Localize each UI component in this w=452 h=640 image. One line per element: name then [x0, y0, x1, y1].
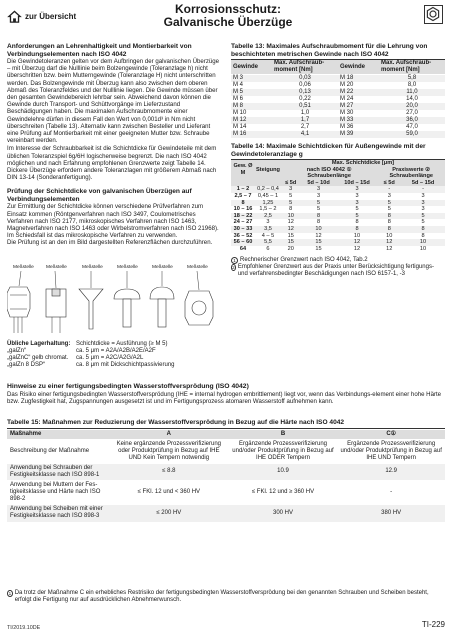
table14 [231, 160, 445, 252]
table-header-row [231, 60, 445, 75]
table-cell: 1,5 – 2 [259, 206, 277, 213]
table-cell: 1,0 [300, 110, 310, 116]
home-icon [7, 9, 22, 24]
table14-caption: Tabelle 14: Maximale Schichtdicken für Außengewinde mit der Gewindetoleranzlage g [231, 143, 445, 160]
row-label: Anwendung bei Scheiben mit einer Festigkeitsklasse nach ISO 898-3 [7, 505, 109, 522]
table-cell: 1 – 2 [231, 186, 255, 193]
table-cell: 5 [289, 192, 293, 199]
column-header: 10d – 15d [337, 180, 378, 187]
table-cell: 1,25 [255, 200, 281, 207]
screwability-text: Im Interesse der Schraubbarkeit ist die Schichtdicke für Gewindeteile mit dem üblichen Toleranzspiel 6g/6H logischerweise begrenzt. Die nach ISO 4042 möglichen und nach Erfahrung empfohlenen Grenzwerte zeigt Tabelle 14. Dickere Überzüge erfordern andere Toleranzlagen mit größerem Abmaß nach DIN 13-14 (Sonderanfertigung). [7, 145, 217, 182]
table-cell: 3 [387, 192, 391, 199]
table-cell: 8 [337, 226, 378, 233]
table-cell: M 27 [338, 103, 379, 110]
table-cell: M 12 [231, 117, 272, 124]
table-cell: 20 [287, 245, 294, 252]
table-cell: 3 [337, 186, 378, 193]
table-cell: 3 [421, 192, 425, 199]
table-cell: 3 [316, 192, 321, 199]
column-header: Max. Aufschraub-moment [Nm] [379, 60, 445, 75]
footnote [7, 590, 445, 604]
table-row [231, 186, 445, 193]
note-2-text: Empfohlener Grenzwert aus der Praxis unter Berücksichtigung fertigungs- und verfahrensbedingter Beschädigungen nach ISO 6157-1, -3 [237, 264, 434, 278]
table-cell: 12 [315, 232, 322, 239]
table-cell: 64 [239, 245, 247, 252]
column-header: Steigung [255, 160, 281, 180]
table-row [231, 226, 445, 233]
column-header: Gewinde [338, 60, 379, 75]
column-header: A [109, 430, 229, 440]
table-cell: 11,0 [379, 89, 445, 96]
table13 [231, 60, 445, 138]
table-cell: 36,0 [379, 117, 445, 124]
table-cell: 8 [316, 219, 321, 226]
table-row [7, 463, 445, 480]
note-1 [231, 257, 445, 264]
table-cell: 3 [401, 200, 445, 207]
cell: ≤ 8.8 [109, 463, 229, 480]
table-cell: M 4 [233, 82, 244, 88]
pan-head-bolt-icon [114, 289, 140, 299]
table-cell: 10 – 16 [233, 206, 253, 213]
back-label: zur Übersicht [25, 12, 77, 21]
table-row [231, 103, 445, 110]
table-cell: 47,0 [406, 124, 418, 130]
countersunk-bolt-icon [79, 289, 103, 329]
table-row [231, 89, 445, 96]
measurement-points-figure [7, 265, 221, 335]
table-cell: M 16 [231, 131, 272, 138]
table-cell: 5 [401, 213, 445, 220]
table-cell: 3 [421, 206, 425, 213]
column-header: Gewinde [231, 60, 272, 75]
table-cell: M 20 [340, 82, 354, 88]
hex-nut-logo-icon [424, 5, 443, 24]
table-cell: 10 [386, 232, 393, 239]
table-cell: 0,2 – 0,4 [255, 186, 281, 193]
table14-notes [231, 257, 445, 278]
left-column [7, 43, 221, 247]
table-cell: 8 [300, 213, 336, 220]
table-cell: 8 [401, 226, 445, 233]
table13-body [231, 75, 445, 139]
table-cell: 27,0 [406, 110, 418, 116]
table-row [7, 481, 445, 505]
stock-key: „galZn 8 DSP“ [7, 362, 46, 368]
row-label: Anwendung bei Schrauben der Festigkeitsklasse nach ISO 898-1 [7, 463, 109, 480]
cell: Ergänzende Prozessverifizierung und/oder Produktprüfung in Bezug auf IHE ODER Tempern [229, 439, 338, 463]
table-cell: 24 – 27 [233, 219, 253, 226]
section-title-gauging: Anforderungen an Lehrenhaltigkeit und Montierbarkeit von Verbindungselementen nach ISO 4042 [7, 43, 192, 58]
measure-label-2: Meßstelle [46, 265, 67, 270]
table-cell: 12 [281, 226, 301, 233]
column-header: Max. Aufschraub-moment [Nm] [272, 60, 338, 75]
table-cell: 30 – 33 [231, 226, 255, 233]
table-cell: M 24 [340, 96, 354, 102]
column-header: Max. Schichtdicke [μm] [281, 160, 445, 167]
title-line-1: Korrosionsschutz: [174, 2, 281, 16]
table-cell: 15 [300, 239, 336, 246]
table-cell: 12 [386, 245, 393, 252]
back-to-overview-link[interactable] [7, 9, 76, 24]
cell: Keine ergänzende Prozessverifizierung oder Produktprüfung in Bezug auf IHE UND Kein Tempern notwendig [109, 439, 229, 463]
table-cell: 56 – 60 [231, 239, 255, 246]
table-cell: 0,03 [272, 75, 338, 83]
table13-caption: Tabelle 13: Maximales Aufschraubmoment für die Lehrung von beschichteten metrischen Gewinde nach ISO 4042 [231, 43, 445, 60]
standard-stock-coatings [7, 341, 221, 369]
table-cell: 5 [337, 213, 378, 220]
note-2-marker: 2 [232, 265, 235, 271]
stock-title: Übliche Lagerhaltung: [7, 341, 71, 347]
cell: 12.9 [337, 463, 445, 480]
table-cell: 10 [300, 226, 336, 233]
gauging-text: Die Gewindetoleranzen gelten vor dem Aufbringen der galvanischen Überzüge – mit Überzug darf die Nulllinie beim Bolzengewinde (Toleranzlage h) nicht überschritten bzw. beim Mutterngewinde (Toleranzlage H) nicht unterschritten werden. Das Bolzengewinde mit Überzug kann also zwischen dem oberen Abmaß des Toleranzfeldes und der Nulllinie liegen. Die Gewinde müssen über den gesamten Gewindebereich lehrbar sein. Abweichend davon können die Gewinde durch Transport- und Schüttvorgänge im Lieferzustand Beschädigungen haben. Die maximalen Aufschraubmomente einer Gewindelehre dürfen in diesem Fall den Wert von 0,001d³ in Nm nicht überschreiten (Tabelle 13). Alternativ kann zwischen Besteller und Lieferant eine Prüfung auf Montierbarkeit mit einer geeigneten Mutter bzw. Schraube vereinbart werden. [7, 58, 220, 145]
hydrogen-embrittlement-note [7, 383, 445, 405]
table-cell: M 5 [231, 89, 272, 96]
table-cell: 36 – 52 [233, 232, 253, 239]
table-row [231, 124, 445, 131]
cell: ≤ 200 HV [109, 505, 229, 522]
table-cell: 0,45 – 1 [257, 192, 279, 199]
table-row [231, 239, 445, 246]
table-cell: 1,7 [272, 117, 338, 124]
measure-label-1: Meßstelle [13, 265, 34, 270]
table-row [231, 96, 445, 103]
column-header: 5d – 15d [401, 180, 445, 187]
table-cell: M 36 [340, 124, 354, 130]
table-cell: 0,13 [272, 89, 338, 96]
cell: ≤ FKl. 12 und < 360 HV [109, 481, 229, 505]
table-cell: M 6 [233, 96, 244, 102]
stock-value: ca. 5 μm = A2A/A2B/A2E/A2F [76, 348, 156, 354]
page-title [128, 3, 328, 29]
table-cell: 4,1 [272, 131, 338, 138]
table-cell: 3 [281, 186, 301, 193]
measure-label-6: Meßstelle [187, 265, 208, 270]
table-row [7, 505, 445, 522]
table-cell: 15 [315, 245, 322, 252]
hydrogen-title: Hinweise zu einer fertigungsbedingten Wasserstoffversprödung (ISO 4042) [7, 383, 249, 390]
stock-key: „galZn“ [7, 348, 27, 354]
table-row [231, 131, 445, 138]
column-header: B [229, 430, 338, 440]
column-header: ≤ 5d [377, 180, 401, 187]
note-2 [231, 264, 445, 278]
table-cell: 5 [387, 206, 391, 213]
table-row [231, 206, 445, 213]
measure-label-5: Meßstelle [152, 265, 173, 270]
table-row [231, 213, 445, 220]
table-cell: 15 [281, 239, 301, 246]
cell: 300 HV [229, 505, 338, 522]
table-cell: M 22 [338, 89, 379, 96]
page-number: TI-229 [421, 620, 445, 629]
table-cell: 10 [353, 232, 361, 239]
table-cell: 18 – 22 [231, 213, 255, 220]
document-code: TI/2019.10DE [7, 625, 41, 631]
coating-test-text: Zur Ermittlung der Schichtdicke können verschiedene Prüfverfahren zum Einsatz kommen (Röntgenverfahren nach ISO 3497, Coulometrisches Verfahren nach ISO 2177, mikroskopisches Verfahren nach ISO 1463, Magnetverfahren nach ISO 1463 oder Wirbelstromverfahren nach ISO 21968). Im Schiedsfall ist das mikroskopische Verfahren zu verwenden. [7, 203, 219, 240]
table-row [231, 110, 445, 117]
table-cell: 8 [377, 226, 401, 233]
stock-key: „galZnC“ gelb chromat. [7, 355, 69, 361]
table-row [231, 82, 445, 89]
note-1-text: Rechnerischer Grenzwert nach ISO 4042, Tab.2 [240, 257, 368, 264]
table-cell: 6 [266, 245, 270, 252]
table-cell: 8 [377, 213, 401, 220]
hydrogen-text: Das Risiko einer fertigungsbedingten Wasserstoffversprödung (IHE = internal hydrogen embrittlement) liegt vor, wenn das Verbindungs-element einer hohe Härte bzw. Zugfestigkeit hat, Zugspannungen ausgesetzt ist und im Fertigungsprozess atomaren Wasserstoff aufnehmen kann. [7, 390, 442, 405]
table-cell: 3 [355, 192, 359, 199]
cell: 10.9 [229, 463, 338, 480]
table-cell: M 39 [338, 131, 379, 138]
stock-row [7, 362, 221, 369]
table-cell: 0,22 [299, 96, 311, 102]
footnote-marker: 1 [8, 591, 12, 596]
table-cell: M 3 [231, 75, 272, 83]
table-cell: 3 [266, 219, 270, 226]
table-cell: 10 [281, 213, 301, 220]
table-cell: 8 [231, 200, 255, 207]
column-header: Schraubenlänge [281, 173, 378, 180]
table-cell: 14,0 [406, 96, 418, 102]
table-cell: 8,0 [407, 82, 417, 88]
table-cell: 5 [421, 219, 425, 226]
table-cell: 2,5 [255, 213, 281, 220]
table15-caption: Tabelle 15: Maßnahmen zur Reduzierung der Wasserstoffversprödung in Bezug auf die Härte nach ISO 4042 [7, 419, 445, 429]
table-cell: 5 [355, 206, 359, 213]
note-1-marker: 1 [231, 257, 238, 264]
stock-row [7, 355, 221, 362]
table-cell: 0,51 [272, 103, 338, 110]
table-row [7, 439, 445, 463]
table-cell: 8 [289, 206, 293, 213]
right-column [231, 43, 445, 278]
table-cell: 12 [353, 245, 361, 252]
table-row [231, 200, 445, 207]
round-head-bolt-icon [150, 287, 174, 299]
table-cell: - [377, 186, 401, 193]
column-header: nach ISO 4042 ① [281, 167, 378, 174]
stock-value: ca. 5 μm = A2C/A2G/A2L [76, 355, 144, 361]
table-cell: 3,5 [255, 226, 281, 233]
table-cell: 15 [287, 232, 294, 239]
table-cell: 5,5 [255, 239, 281, 246]
table-cell: M 18 [338, 75, 379, 83]
column-header: Gew. Ø M [231, 160, 255, 180]
table-cell: M 8 [231, 103, 272, 110]
table-row [231, 219, 445, 226]
column-header: Schraubenlänge [377, 173, 445, 180]
table-cell: M 33 [338, 117, 379, 124]
table-cell: 10 [401, 239, 445, 246]
table-cell: 2,5 – 7 [234, 192, 252, 199]
table-cell: 3 [300, 186, 336, 193]
table14-body [231, 186, 445, 252]
table-cell: 8 [421, 232, 425, 239]
row-label: Anwendung bei Muttern der Fes-tigkeitsklasse und Härte nach ISO 898-2 [7, 481, 109, 505]
table15-section [7, 419, 445, 523]
table-cell: 5,8 [379, 75, 445, 83]
table-cell: 5 [377, 200, 401, 207]
table-row [231, 117, 445, 124]
table-row [231, 233, 445, 240]
footnote-text: Da trotz der Maßnahme C ein erhebliches Restrisiko der fertigungsbedingten Wasserstoffversprödung bei den genannten Schrauben und Scheiben besteht, erfolgt die Fertigung nur auf ausdrücklichen Abnehmerwunsch. [14, 590, 429, 603]
stock-row [7, 348, 221, 355]
table-cell: 2,7 [300, 124, 310, 130]
table-row [231, 246, 445, 253]
column-header: ≤ 5d [281, 180, 301, 187]
cell: Ergänzende Prozessverifizierung und/oder Produktprüfung in Bezug auf IHE UND Tempern [337, 439, 445, 463]
column-header: Praxiswerte ② [377, 167, 445, 174]
hex-head-bolt-icon [7, 287, 30, 317]
table-cell: 10 [419, 245, 427, 252]
table-cell: 3 [337, 200, 378, 207]
table-cell: 20,0 [379, 103, 445, 110]
table-row [231, 193, 445, 200]
table-cell: 5 [281, 200, 301, 207]
stock-title-value: Schichtdicke = Ausführung (≥ M 5) [76, 341, 168, 347]
column-header: C① [337, 430, 445, 440]
table-cell: 5 [316, 206, 321, 213]
table-cell: M 30 [340, 110, 354, 116]
measure-label-4: Meßstelle [117, 265, 138, 270]
table-cell: 4 – 5 [261, 232, 275, 239]
table-cell: M 14 [233, 124, 247, 130]
table-cell: 5 [300, 200, 336, 207]
table-cell: 8 [387, 219, 391, 226]
column-header: 5d – 10d [300, 180, 336, 187]
column-header: Maßnahme [7, 430, 109, 440]
table-row [231, 75, 445, 83]
table-cell: 8 [355, 219, 359, 226]
table-cell: 12 [337, 239, 378, 246]
table-cell: 59,0 [379, 131, 445, 138]
table-cell: M 10 [233, 110, 247, 116]
title-line-2: Galvanische Überzüge [163, 15, 293, 29]
row-label: Beschreibung der Maßnahme [7, 439, 109, 463]
reference-surface-text: Die Prüfung ist an den im Bild dargestellten Referenzflächen durchzuführen. [7, 239, 213, 247]
table15 [7, 430, 445, 523]
cell: ≤ FKl. 12 und ≥ 360 HV [229, 481, 338, 505]
stock-value: ca. 8 μm mit Dickschichtpassivierung [76, 362, 175, 368]
page-header [0, 0, 452, 34]
cell: - [337, 481, 445, 505]
section-title-coating-test: Prüfung der Schichtdicke von galvanischen Überzügen auf Verbindungselementen [7, 188, 192, 203]
cell: 380 HV [337, 505, 445, 522]
table-cell: 12 [287, 219, 294, 226]
table-cell: 0,06 [299, 82, 311, 88]
table-cell: - [401, 186, 445, 193]
measure-label-3: Meßstelle [82, 265, 103, 270]
table-cell: 12 [377, 239, 401, 246]
